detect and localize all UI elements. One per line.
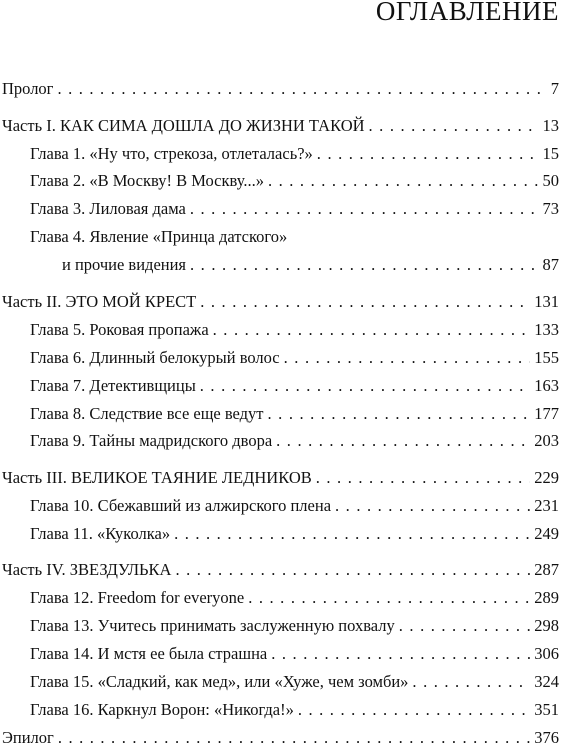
toc-entry-label: Глава 12. Freedom for everyone [30, 588, 245, 608]
dot-leader [276, 426, 530, 456]
toc-entry[interactable] [30, 695, 559, 725]
toc-entry[interactable] [30, 315, 559, 345]
toc-entry-label: Глава 13. Учитесь принимать заслуженную похвалу [30, 616, 395, 636]
toc-entry-page: 229 [534, 468, 559, 487]
toc-entry[interactable] [30, 399, 559, 429]
toc-entry-label: Глава 11. «Куколка» [30, 523, 171, 543]
toc-entry-page: 155 [534, 347, 559, 367]
toc-entry-page: 50 [542, 171, 559, 191]
dot-leader [200, 371, 530, 401]
toc-entry-label: Глава 1. «Ну что, стрекоза, отлеталась?» [30, 143, 313, 163]
toc-entry-label: Часть III. ВЕЛИКОЕ ТАЯНИЕ ЛЕДНИКОВ [2, 468, 312, 487]
toc-entry-label[interactable]: Глава 4. Явление «Принца датского» [30, 227, 288, 247]
toc-entry[interactable] [30, 343, 559, 373]
toc-entry-page: 351 [534, 700, 559, 720]
toc-entry-page: 306 [534, 644, 559, 664]
toc-entry-label: Часть IV. ЗВЕЗДУЛЬКА [2, 560, 172, 580]
dot-leader [190, 250, 538, 280]
toc-entry-page: 289 [534, 588, 559, 608]
toc-entry-label: Глава 5. Роковая пропажа [30, 319, 209, 339]
toc-entry-page: 324 [534, 672, 559, 692]
dot-leader [335, 491, 530, 521]
toc-entry[interactable] [2, 74, 559, 104]
toc-entry-page: 7 [550, 79, 559, 98]
toc-entry[interactable] [2, 111, 559, 141]
toc-entry[interactable] [30, 583, 559, 613]
dot-leader [175, 555, 530, 585]
toc-entry-page: 177 [534, 403, 559, 423]
toc-entry-page: 163 [534, 375, 559, 395]
dot-leader [316, 463, 531, 493]
page-title: ОГЛАВЛЕНИЕ [375, 0, 559, 26]
dot-leader [268, 399, 531, 429]
dot-leader [57, 74, 546, 104]
toc-entry[interactable] [2, 287, 559, 317]
dot-leader [248, 583, 530, 613]
toc-entry-label: и прочие видения [62, 255, 187, 275]
toc-entry-label: Часть II. ЭТО МОЙ КРЕСТ [2, 291, 197, 311]
toc-entry-page: 231 [534, 495, 559, 515]
dot-leader [399, 611, 530, 641]
toc-entry[interactable] [30, 194, 559, 224]
toc-entry-page: 249 [534, 523, 559, 543]
toc-entry-page: 133 [534, 319, 559, 339]
dot-leader [412, 667, 530, 697]
dot-leader [200, 287, 530, 317]
dot-leader [284, 343, 531, 373]
toc-entry[interactable] [2, 555, 559, 585]
dot-leader [298, 695, 530, 725]
dot-leader [213, 315, 531, 345]
toc-entry[interactable] [30, 166, 559, 196]
toc-entry-page: 13 [542, 115, 559, 135]
toc-entry-label: Глава 9. Тайны мадридского двора [30, 431, 273, 451]
toc-entry[interactable] [30, 426, 559, 456]
toc-entry-label: Глава 14. И мстя ее была страшна [30, 644, 268, 664]
dot-leader [369, 111, 539, 141]
toc-entry-label: Эпилог [2, 728, 54, 747]
dot-leader [190, 194, 539, 224]
toc-entry-page: 287 [534, 560, 559, 580]
toc-entry-label: Глава 6. Длинный белокурый волос [30, 347, 280, 367]
toc-entry-label: Пролог [2, 79, 54, 98]
toc-entry[interactable] [30, 611, 559, 641]
toc-entry[interactable] [30, 139, 559, 169]
toc-entry-label: Глава 3. Лиловая дама [30, 199, 186, 219]
toc-entry-label: Глава 10. Сбежавший из алжирского плена [30, 495, 332, 515]
dot-leader [317, 139, 539, 169]
dot-leader [268, 166, 539, 196]
toc-entry-page: 131 [534, 291, 559, 311]
toc-entry-label: Часть I. КАК СИМА ДОШЛА ДО ЖИЗНИ ТАКОЙ [2, 115, 365, 135]
toc-entry-label: Глава 16. Каркнул Ворон: «Никогда!» [30, 700, 294, 720]
toc-entry-page: 298 [534, 616, 559, 636]
toc-entry[interactable] [30, 639, 559, 669]
toc-entry[interactable] [2, 723, 559, 753]
toc-entry[interactable] [62, 250, 559, 280]
dot-leader [58, 723, 530, 753]
toc-entry-label: Глава 7. Детективщицы [30, 375, 196, 395]
toc-entry-label: Глава 8. Следствие все еще ведут [30, 403, 264, 423]
toc-entry-page: 73 [542, 199, 559, 219]
toc-entry[interactable] [30, 491, 559, 521]
toc-entry-page: 87 [542, 255, 559, 275]
dot-leader [271, 639, 530, 669]
toc-entry[interactable] [30, 371, 559, 401]
toc-entry[interactable] [30, 667, 559, 697]
dot-leader [174, 519, 530, 549]
toc-entry-page: 203 [534, 431, 559, 451]
toc-entry[interactable] [2, 463, 559, 493]
toc-entry[interactable] [30, 519, 559, 549]
toc-entry-page: 15 [542, 143, 559, 163]
toc-entry-label: Глава 15. «Сладкий, как мед», или «Хуже, чем зомби» [30, 672, 409, 692]
toc-entry-page: 376 [534, 728, 559, 747]
toc-entry-label: Глава 2. «В Москву! В Москву...» [30, 171, 264, 191]
